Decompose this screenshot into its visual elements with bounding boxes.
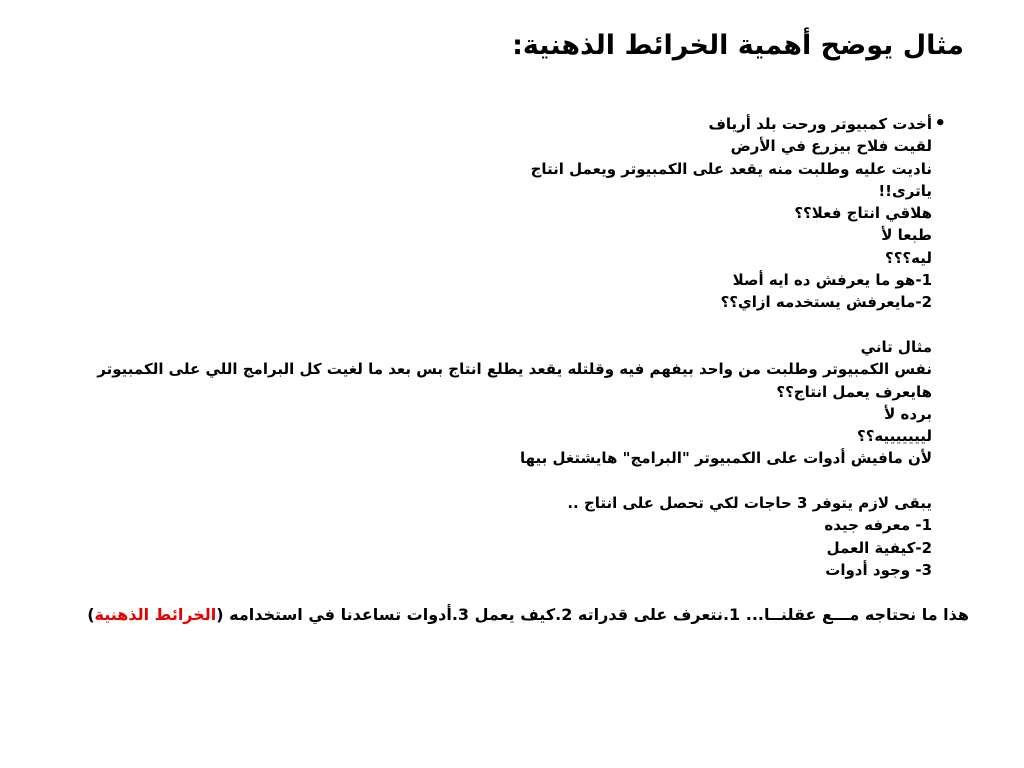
text-line: هلاقي انتاج فعلا؟؟	[794, 204, 932, 223]
slide-title: مثال يوضح أهمية الخرائط الذهنية:	[512, 30, 964, 61]
text-line: 1- معرفه جيده	[824, 516, 932, 535]
summary-close: )	[87, 605, 95, 624]
text-line: ياترى!!	[878, 181, 932, 200]
text-line: 2-مايعرفش يستخدمه ازاي؟؟	[720, 293, 932, 312]
blank-line	[102, 314, 932, 336]
text-line: 2-كيفية العمل	[826, 538, 932, 557]
text-line: مثال تاني	[860, 337, 932, 356]
text-line: ناديت عليه وطلبت منه يقعد على الكمبيوتر ويعمل انتاج	[530, 159, 932, 178]
text-line: يبقى لازم يتوفر 3 حاجات لكي تحصل على انتاج ..	[567, 494, 932, 513]
bullet-icon: •	[934, 113, 946, 134]
text-line: ليييييييه؟؟	[857, 427, 932, 446]
text-line: أخدت كمبيوتر ورحت بلد أرياف	[708, 115, 932, 133]
text-line: لقيت فلاح بيزرع في الأرض	[730, 137, 932, 156]
text-line: طبعا لأ	[881, 226, 932, 245]
text-line: نفس الكمبيوتر وطلبت من واحد بيفهم فيه وقلتله يقعد يطلع انتاج بس بعد ما لغيت كل البرامج اللي على الكمبيوتر	[97, 360, 932, 379]
text-line: 1-هو ما يعرفش ده ايه أصلا	[732, 271, 932, 290]
text-line: ليه؟؟؟	[885, 248, 932, 267]
text-line: برده لأ	[884, 404, 932, 423]
text-line: لأن مافيش أدوات على الكمبيوتر "البرامج" هايشتغل بيها	[520, 449, 932, 468]
summary-line	[87, 603, 969, 627]
text-line: 3- وجود أدوات	[825, 560, 932, 579]
text-line: هايعرف يعمل انتاج؟؟	[776, 382, 932, 401]
summary-text: هذا ما نحتاجه مـــع عقلنــا... 1.نتعرف على قدراته 2.كيف يعمل 3.أدوات تساعدنا في استخدامه (	[216, 605, 969, 624]
blank-line	[102, 470, 932, 492]
bullet-content	[97, 113, 932, 581]
summary-highlight: الخرائط الذهنية	[94, 605, 217, 624]
